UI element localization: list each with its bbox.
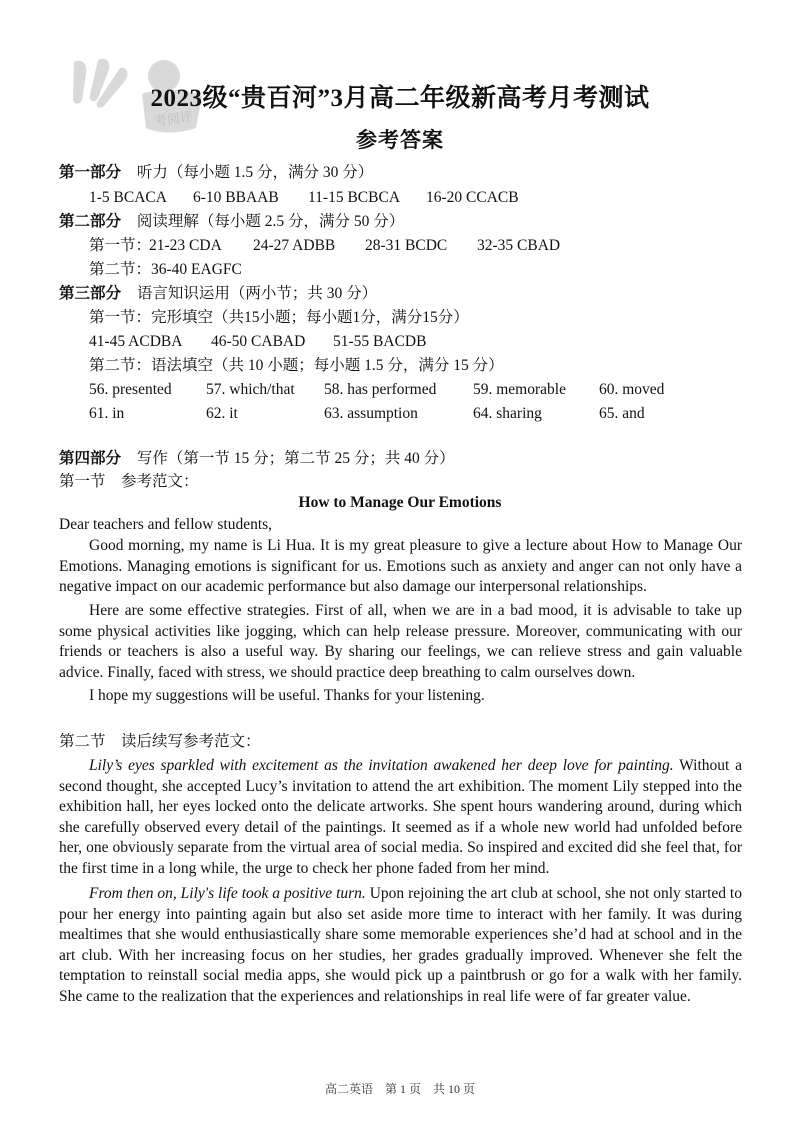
answer-group: 21-23 CDA xyxy=(149,237,222,254)
part4-line xyxy=(59,449,455,469)
grammar-answer: 64. sharing xyxy=(473,405,542,422)
essay-paragraph: Good morning, my name is Li Hua. It is my great pleasure to give a lecture about How to Manage Our Emotions. Managing emotions is significant for us. Emotions such as anxiety and anger can not only have a negative impact on our academic performance but also damage our interpersonal relationships. xyxy=(59,537,742,596)
answer-group: 28-31 BCDC xyxy=(365,237,448,254)
essay-title: How to Manage Our Emotions xyxy=(298,494,502,511)
part4-heading: 第四部分 xyxy=(59,450,122,467)
part1-heading: 第一部分 xyxy=(59,164,122,181)
grammar-answer: 56. presented xyxy=(89,381,172,398)
part4-desc: 写作（第一节 15 分；第二节 25 分；共 40 分） xyxy=(136,450,455,467)
grammar-answer: 63. assumption xyxy=(324,405,418,422)
part1-desc: 听力（每小题 1.5 分，满分 30 分） xyxy=(136,164,374,181)
part2-heading: 第二部分 xyxy=(59,213,122,230)
continuation-paragraph xyxy=(59,756,742,880)
essay-paragraph: I hope my suggestions will be useful. Thanks for your listening. xyxy=(89,687,485,704)
continuation-lead: Lily’s eyes sparkled with excitement as the invitation awakened her deep love for painting. xyxy=(89,757,674,774)
part4-section2-label: 第二节 读后续写参考范文： xyxy=(59,733,261,750)
part3-section2-desc: 第二节：语法填空（共 10 小题；每小题 1.5 分，满分 15 分） xyxy=(89,357,504,374)
answer-group: 1-5 BCACA xyxy=(89,189,167,206)
part3-line xyxy=(59,284,377,304)
part2-desc: 阅读理解（每小题 2.5 分，满分 50 分） xyxy=(136,213,405,230)
answer-group: 46-50 CABAD xyxy=(211,333,306,350)
grammar-answer: 58. has performed xyxy=(324,381,437,398)
answer-group: 6-10 BBAAB xyxy=(193,189,279,206)
part2-section2: 第二节：36-40 EAGFC xyxy=(89,261,242,278)
answer-group: 51-55 BACDB xyxy=(333,333,427,350)
page-subtitle: 参考答案 xyxy=(356,128,444,152)
essay-paragraph: Here are some effective strategies. First of all, when we are in a bad mood, it is advisable to take up some physical activities like jogging, which can help release pressure. Moreover, communicating with our friends or teachers is also a useful way. By sharing our feelings, we can relieve stress and gain valuable advice. Finally, faced with stress, we should practice deep breathing to calm ourselves down. xyxy=(59,602,742,681)
page-footer: 高二英语 第 1 页 共 10 页 xyxy=(324,1082,475,1096)
continuation-lead: From then on, Lily's life took a positive turn. xyxy=(89,885,366,902)
part3-desc: 语言知识运用（两小节；共 30 分） xyxy=(136,285,378,302)
part4-section1-label: 第一节 参考范文： xyxy=(59,473,199,490)
grammar-answer: 61. in xyxy=(89,405,125,422)
logo-text: 考阅评 xyxy=(153,109,194,130)
grammar-answer: 59. memorable xyxy=(473,381,566,398)
continuation-body: Upon rejoining the art club at school, she not only started to pour her energy into painting again but also set aside more time to interact with her family. It was during mealtimes that she would enthusiastically share some memorable experiences she’d had at school and in the art club. With her increasing focus on her studies, her grades gradually improved. Whenever she felt the temptation to reinstall social media apps, she would pick up a paintbrush or go for a walk with her family. She came to the realization that the experiences and relationships in real life were of far greater value. xyxy=(59,885,742,1005)
answer-group: 16-20 CCACB xyxy=(426,189,519,206)
section-label: 第一节： xyxy=(89,237,152,254)
essay-greeting: Dear teachers and fellow students, xyxy=(59,516,273,533)
grammar-answer: 62. it xyxy=(206,405,238,422)
part3-heading: 第三部分 xyxy=(59,285,122,302)
answer-group: 24-27 ADBB xyxy=(253,237,336,254)
part1-line xyxy=(59,163,373,183)
continuation-paragraph xyxy=(59,884,742,1008)
part3-section1-desc: 第一节：完形填空（共15小题；每小题1分，满分15分） xyxy=(89,309,469,326)
answer-group: 11-15 BCBCA xyxy=(308,189,401,206)
answer-group: 41-45 ACDBA xyxy=(89,333,183,350)
grammar-answer: 60. moved xyxy=(599,381,665,398)
page-title: 2023级“贵百河”3月高二年级新高考月考测试 xyxy=(150,85,650,112)
grammar-answer: 65. and xyxy=(599,405,645,422)
answer-group: 32-35 CBAD xyxy=(477,237,561,254)
part2-line xyxy=(59,212,404,232)
continuation-body: Without a second thought, she accepted Lucy’s invitation to attend the art exhibition. The moment Lily stepped into the exhibition hall, her eyes locked onto the delicate artworks. She spent hours wandering around, during which she carefully observed every detail of the paintings. It seemed as if a whole new world had unfolded before her, one obviously separate from the virtual area of social media. So inspired and excited did she feel that, for the first time in a long while, the urge to check her phone faded from her mind. xyxy=(59,757,742,877)
grammar-answer: 57. which/that xyxy=(206,381,295,398)
